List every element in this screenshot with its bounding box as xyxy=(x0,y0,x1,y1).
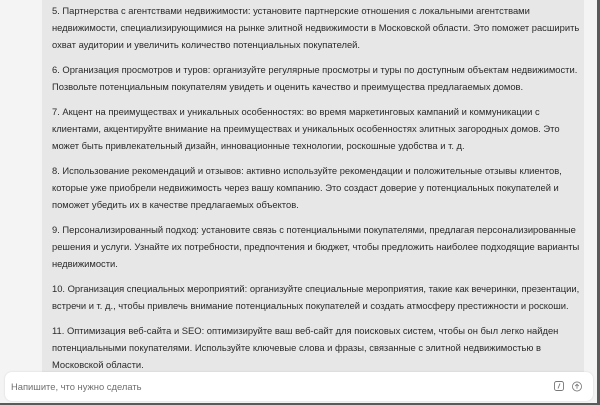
text-line: 9. Персонализированный подход: установите связь с потенциальными покупателями, предлагая персонализированные xyxy=(52,224,576,235)
text-line: 8. Использование рекомендаций и отзывов: активно используйте рекомендации и положительные отзывы клиентов, xyxy=(52,165,562,176)
text-line: недвижимости. xyxy=(52,258,118,269)
text-line: 10. Организация специальных мероприятий: организуйте специальные мероприятия, такие как вечеринки, презентации, xyxy=(52,283,580,294)
message-composer xyxy=(5,372,593,401)
text-line: Позвольте потенциальным покупателям увидеть и оценить качество и преимущества предлагаемых домов. xyxy=(52,81,524,92)
text-line: 7. Акцент на преимуществах и уникальных особенностях: во время маркетинговых кампаний и коммуникации с xyxy=(52,106,540,117)
send-arrow-up-icon[interactable] xyxy=(572,381,582,391)
text-line: недвижимости, специализирующимися на рынке элитной недвижимости в Московской области. Это поможет расширить xyxy=(52,22,580,33)
list-item xyxy=(52,162,582,213)
text-line: охват аудитории и увеличить количество потенциальных покупателей. xyxy=(52,39,361,50)
text-line: решения и услуги. Узнайте их потребности, предпочтения и бюджет, чтобы предложить наиболее подходящие варианты xyxy=(52,241,580,252)
list-item xyxy=(52,280,582,314)
list-item xyxy=(52,221,582,272)
list-item xyxy=(52,322,582,373)
text-line: 11. Оптимизация веб-сайта и SEO: оптимизируйте ваш веб-сайт для поисковых систем, чтобы он был легко найден xyxy=(52,325,559,336)
slash-command-icon[interactable] xyxy=(554,381,564,391)
list-item xyxy=(52,103,582,154)
text-line: которые уже приобрели недвижимость через вашу компанию. Это создаст доверие у потенциальных покупателей и xyxy=(52,182,559,193)
list-item xyxy=(52,2,582,53)
text-line: может быть привлекательный дизайн, инновационные технологии, роскошные удобства и т. д. xyxy=(52,140,465,151)
text-line: Московской области. xyxy=(52,359,144,370)
text-line: 5. Партнерства с агентствами недвижимости: установите партнерские отношения с локальными агентствами xyxy=(52,5,530,16)
text-line: клиентами, акцентируйте внимание на преимуществах и уникальных особенностях элитных загородных домов. Это xyxy=(52,123,560,134)
text-line: поможет убедить их в качестве предлагаемых объектов. xyxy=(52,199,299,210)
assistant-message-text xyxy=(52,2,582,381)
text-line: 6. Организация просмотров и туров: организуйте регулярные просмотры и туры по доступным объектам недвижимости. xyxy=(52,64,578,75)
message-input[interactable] xyxy=(11,372,531,401)
list-item xyxy=(52,61,582,95)
text-line: потенциальными покупателями. Используйте ключевые слова и фразы, связанные с элитной недвижимостью в xyxy=(52,342,541,353)
text-line: встречи и т. д., чтобы привлечь внимание потенциальных покупателей и создать атмосферу престижности и роскоши. xyxy=(52,300,569,311)
